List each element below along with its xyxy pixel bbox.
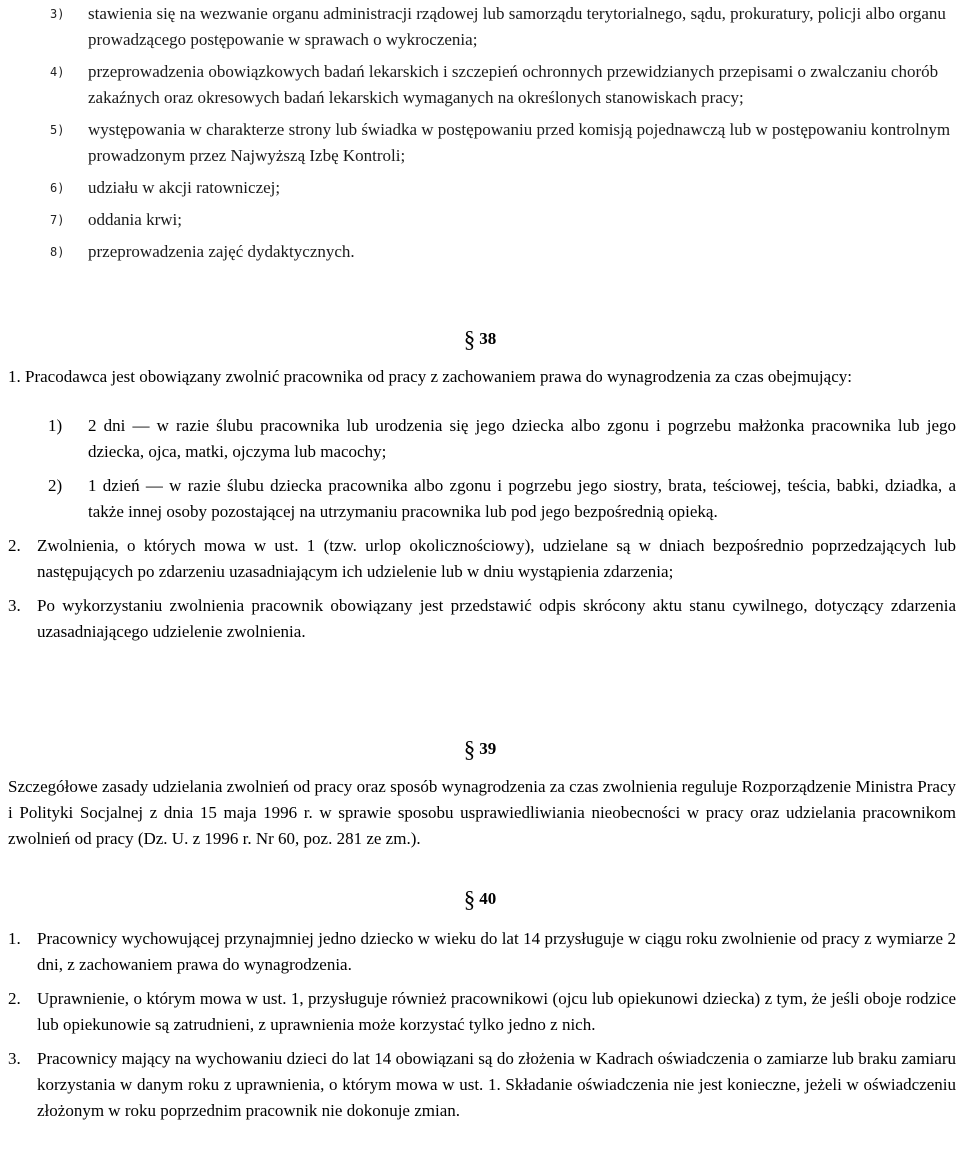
paragraph-sign: §: [463, 327, 476, 352]
section-40-point-1: [8, 926, 956, 978]
point-number: 3.: [8, 1049, 21, 1068]
section-number: 38: [479, 329, 497, 348]
section-38-body: [8, 364, 956, 645]
point-number: 2.: [8, 536, 21, 555]
item-number: 8): [50, 245, 65, 259]
point-text: Zwolnienia, o których mowa w ust. 1 (tzw. urlop okolicznościowy), udzielane są w dniach bezpośrednio poprzedzających lub następujących po zdarzeniu uzasadniającym ich udzielenie lub w dniu wystąpienia zdarzenia;: [37, 536, 956, 581]
subpoint-text: 2 dni — w razie ślubu pracownika lub urodzenia się jego dziecka albo zgonu i pogrzebu małżonka pracownika lub jego dziecka, ojca, matki, ojczyma lub macochy;: [88, 416, 956, 461]
item-text: występowania w charakterze strony lub świadka w postępowaniu przed komisją pojednawczą lub w postępowaniu kontrolnym prowadzonym przez Najwyższą Izbę Kontroli;: [88, 120, 951, 165]
item-text: przeprowadzenia zajęć dydaktycznych.: [88, 242, 355, 261]
section-39-text: Szczegółowe zasady udzielania zwolnień od pracy oraz sposób wynagrodzenia za czas zwolnienia reguluje Rozporządzenie Ministra Pracy i Polityki Socjalnej z dnia 15 maja 1996 r. w sprawie sposobu usprawiedliwiania nieobecności w pracy oraz udzielania pracownikom zwolnień od pracy (Dz. U. z 1996 r. Nr 60, poz. 281 ze zm.).: [8, 777, 956, 848]
section-38-heading: [0, 326, 960, 353]
item-text: udziału w akcji ratowniczej;: [88, 178, 281, 197]
list-item: [0, 175, 960, 201]
subpoint-number: 1): [48, 416, 63, 435]
list-item: [0, 117, 960, 169]
subpoint-number: 2): [48, 476, 63, 495]
section-38-point-2: [8, 533, 956, 585]
item-text: oddania krwi;: [88, 210, 182, 229]
item-number: 4): [50, 65, 65, 79]
subpoint: [48, 413, 956, 465]
list-item: [0, 59, 960, 111]
item-number: 7): [50, 213, 65, 227]
point-text: Uprawnienie, o którym mowa w ust. 1, przysługuje również pracownikowi (ojcu lub opiekunowi dziecka) z tym, że jeśli oboje rodzice lub opiekunowie są zatrudnieni, z uprawnienia może korzystać tylko jedno z nich.: [37, 989, 956, 1034]
point-text: Po wykorzystaniu zwolnienia pracownik obowiązany jest przedstawić odpis skrócony aktu stanu cywilnego, dotyczący zdarzenia uzasadniającego udzielenie zwolnienia.: [37, 596, 956, 641]
item-text: przeprowadzenia obowiązkowych badań lekarskich i szczepień ochronnych przewidzianych przepisami o zwalczaniu chorób zakaźnych oraz okresowych badań lekarskich wymaganych na określonych stanowiskach pracy;: [88, 62, 939, 107]
point-number: 1.: [8, 929, 21, 948]
section-40-point-3: [8, 1046, 956, 1124]
point-text: Pracodawca jest obowiązany zwolnić pracownika od pracy z zachowaniem prawa do wynagrodzenia za czas obejmujący:: [25, 367, 852, 386]
list-item: [0, 207, 960, 233]
intro-list: [0, 1, 960, 271]
section-39-body: [8, 774, 956, 852]
paragraph-sign: §: [463, 737, 476, 762]
subpoint: [48, 473, 956, 525]
section-38-point-1: [8, 364, 956, 390]
point-number: 2.: [8, 989, 21, 1008]
section-number: 40: [479, 889, 497, 908]
list-item: [0, 1, 960, 53]
point-text: Pracownicy wychowującej przynajmniej jedno dziecko w wieku do lat 14 przysługuje w ciągu roku zwolnienie od pracy z wymiarze 2 dni, z zachowaniem prawa do wynagrodzenia.: [37, 929, 956, 974]
section-39-heading: [0, 736, 960, 763]
section-40-body: [8, 926, 956, 1124]
section-40-heading: [0, 886, 960, 913]
point-number: 1.: [8, 367, 21, 386]
point-text: Pracownicy mający na wychowaniu dzieci do lat 14 obowiązani są do złożenia w Kadrach oświadczenia o zamiarze lub braku zamiaru korzystania w danym roku z uprawnienia, o którym mowa w ust. 1. Składanie oświadczenia nie jest konieczne, jeżeli w oświadczeniu złożonym w roku poprzednim pracownik nie dokonuje zmian.: [37, 1049, 956, 1120]
paragraph-sign: §: [463, 887, 476, 912]
section-38-point-3: [8, 593, 956, 645]
item-number: 5): [50, 123, 65, 137]
section-number: 39: [479, 739, 497, 758]
item-number: 3): [50, 7, 65, 21]
list-item: [0, 239, 960, 265]
item-text: stawienia się na wezwanie organu administracji rządowej lub samorządu terytorialnego, sądu, prokuratury, policji albo organu prowadzącego postępowanie w sprawach o wykroczenia;: [88, 4, 946, 49]
point-number: 3.: [8, 596, 21, 615]
item-number: 6): [50, 181, 65, 195]
section-40-point-2: [8, 986, 956, 1038]
subpoint-text: 1 dzień — w razie ślubu dziecka pracownika albo zgonu i pogrzebu jego siostry, brata, teściowej, teścia, babki, dziadka, a także innej osoby pozostającej na utrzymaniu pracownika lub pod jego bezpośrednią opieką.: [88, 476, 956, 521]
